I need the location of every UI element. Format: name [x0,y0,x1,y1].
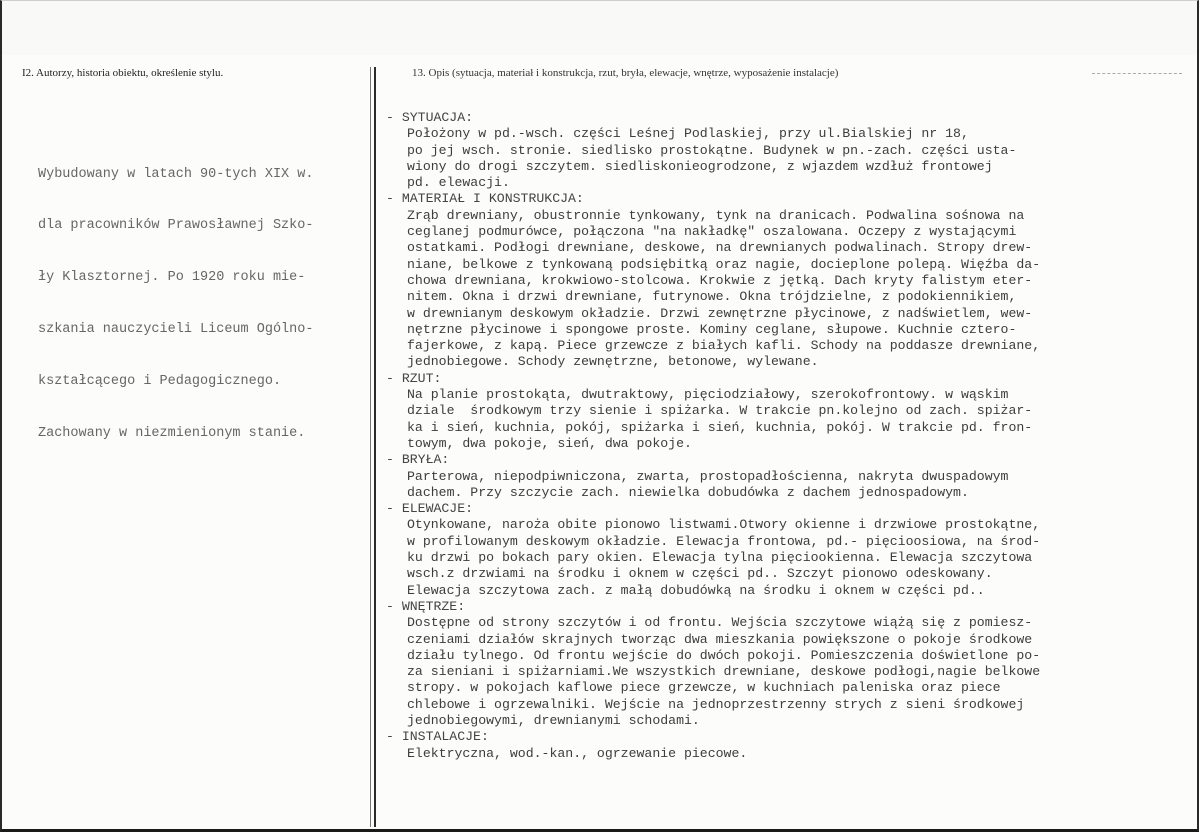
section-block [386,501,1198,599]
history-line: kształcącego i Pedagogicznego. [38,374,282,390]
section-line: wiony do drogi szczytem. siedliskonieogrodzone, z wjazdem wzdłuż frontowej [407,158,993,174]
section-line: Dostępne od strony szczytów i od frontu. Wejścia szczytowe wiążą się z pomiesz- [407,615,1033,631]
history-line: szkania nauczycieli Liceum Ogólno- [38,322,314,338]
history-text [38,131,368,477]
section-line: jednobiegowymi, drewnianymi schodami. [407,712,700,728]
section-line: wsch.z drzwiami na środku i oknem w części pd.. Szczyt pionowo odeskowany. [407,566,993,582]
section-line: Otynkowane, naroża obite pionowo listwami.Otwory okienne i drzwiowe prostokątne, [407,517,1041,533]
section-line: Położony w pd.-wsch. części Leśnej Podlaskiej, przy ul.Bialskiej nr 18, [407,126,969,142]
history-line: Zachowany w niezmienionym stanie. [38,426,306,442]
section-line: Elektryczna, wod.-kan., ogrzewanie piecowe. [407,745,748,761]
section-line: ceglanej podmurówce, połączona "na nakładkę" oszalowana. Oczepy z wystającymi [407,224,1017,240]
section-line: Zrąb drewniany, obustronnie tynkowany, tynk na dranicach. Podwalina sośnowa na [407,207,1025,223]
column-divider-thin [370,67,371,827]
field-13-label: 13. Opis (sytuacja, materiał i konstrukcja, rzut, bryła, elewacje, wnętrze, wyposażenie instalacje) [412,67,839,79]
section-block [386,729,1198,762]
history-line: Wybudowany w latach 90-tych XIX w. [38,166,314,182]
section-line: towym, dwa pokoje, sień, dwa pokoje. [407,435,692,451]
section-line: niane, belkowe z tynkowaną podsiębitką oraz nagie, docieplone polepą. Więźba da- [407,256,1041,272]
section-block [386,110,1198,191]
section-line: dziale środkowym trzy sienie i spiżarka. W trakcie pn.kolejno od zach. spiżar- [407,403,1033,419]
description-text [386,110,1198,762]
section-line: Elewacja szczytowa zach. z małą dobudówką na środku i oknem w części pd.. [407,582,985,598]
section-title: - ELEWACJE: [386,501,474,517]
section-title: - RZUT: [386,370,442,386]
section-line: pd. elewacji. [407,175,510,191]
section-title: - WNĘTRZE: [386,598,466,614]
section-line: ostatkami. Podłogi drewniane, deskowe, na drewnianych podwalinach. Stropy drew- [407,240,1033,256]
section-line: Na planie prostokąta, dwutraktowy, pięciodziałowy, szerokofrontowy. w wąskim [407,387,1009,403]
section-line: stropy. w pokojach kaflowe piece grzewcze, w kuchniach paleniska oraz piece [407,680,1001,696]
section-line: w profilowanym deskowym okładzie. Elewacja frontowa, pd.- pięcioosiowa, na środ- [407,533,1041,549]
field-12-label: I2. Autorzy, historia obiektu, określenie stylu. [22,67,224,79]
section-block [386,599,1198,729]
section-line: czeniami działów skrajnych tworząc dwa mieszkania powiększone o pokoje środkowe [407,631,1033,647]
section-line: fajerkowe, z kapą. Piece grzewcze z białych kafli. Schody na poddasze drewniane, [407,338,1041,354]
section-line: za sieniani i spiżarniami.We wszystkich drewniane, deskowe podłogi,nagie belkowe [407,664,1041,680]
section-line: nętrzne płycinowe i spongowe proste. Kominy ceglane, słupowe. Kuchnie cztero- [407,321,1017,337]
section-line: ka i sień, kuchnia, pokój, spiżarka i sień, kuchnia, pokój. W trakcie pd. fron- [407,419,1033,435]
column-divider [374,67,376,827]
section-line: chlebowe i ogrzewalniki. Wejście na jednoprzestrzenny strych z sieni środkowej [407,696,1025,712]
section-line: jednobiegowe. Schody zewnętrzne, betonowe, wylewane. [407,354,819,370]
section-line: ku drzwi po bokach pary okien. Elewacja tylna pięciookienna. Elewacja szczytowa [407,550,1033,566]
dashed-rule [1092,73,1182,74]
section-title: - MATERIAŁ I KONSTRUKCJA: [386,191,584,207]
section-line: Parterowa, niepodpiwniczona, zwarta, prostopadłościenna, nakryta dwuspadowym [407,468,1009,484]
section-line: działu tylnego. Od frontu wejście do dwóch pokoji. Pomieszczenia doświetlone po- [407,647,1041,663]
top-margin [2,1,1197,55]
section-title: - SYTUACJA: [386,110,474,125]
section-block [386,452,1198,501]
section-block [386,371,1198,452]
section-line: nitem. Okna i drzwi drewniane, futrynowe. Okna trójdzielne, z podokiennikiem, [407,289,1017,305]
section-block [386,191,1198,370]
section-line: w drewnianym deskowym okładzie. Drzwi zewnętrzne płycinowe, z nadświetlem, wew- [407,305,1033,321]
section-line: dachem. Przy szczycie zach. niewielka dobudówka z dachem jednospadowym. [407,484,969,500]
section-line: po jej wsch. stronie. siedlisko prostokątne. Budynek w pn.-zach. części usta- [407,142,1017,158]
history-line: dla pracowników Prawosławnej Szko- [38,218,314,234]
section-line: chowa drewniana, krokwiowo-stolcowa. Krokwie z jętką. Dach kryty falistym eter- [407,272,1033,288]
section-title: - INSTALACJE: [386,729,489,745]
section-title: - BRYŁA: [386,452,450,468]
history-line: ły Klasztornej. Po 1920 roku mie- [38,270,306,286]
